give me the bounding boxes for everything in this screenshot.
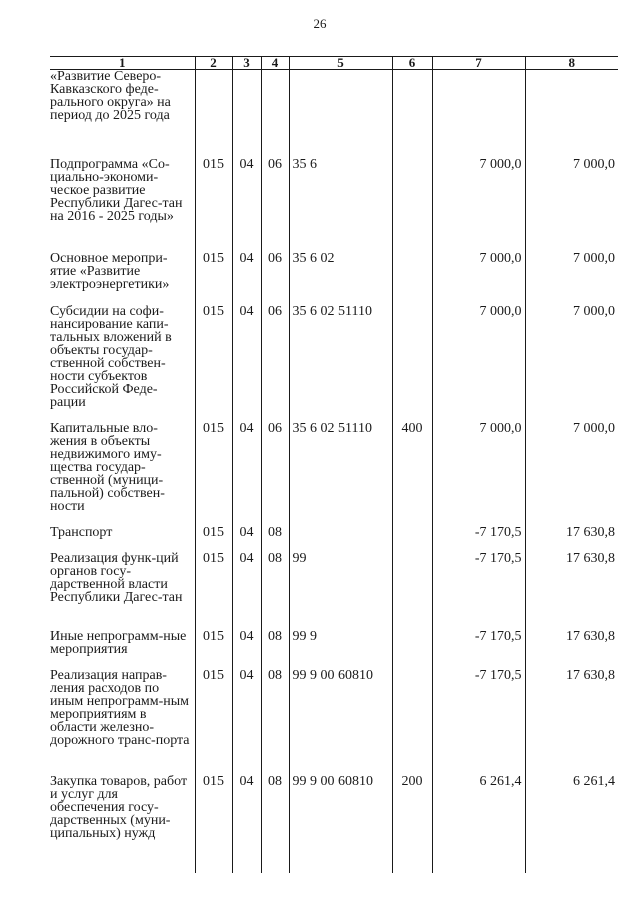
amount-total: 6 261,4 [525, 775, 618, 873]
expense-type-code [392, 305, 432, 422]
subsection-code: 06 [261, 305, 289, 422]
expense-type-code [392, 669, 432, 775]
table-header-row [50, 57, 618, 70]
subsection-code: 06 [261, 158, 289, 252]
expense-type-code [392, 630, 432, 669]
expense-type-code [392, 70, 432, 158]
column-header: 8 [525, 57, 618, 70]
section-code: 04 [232, 305, 261, 422]
subsection-code: 08 [261, 669, 289, 775]
expense-type-code: 400 [392, 422, 432, 526]
amount-change: -7 170,5 [432, 669, 525, 775]
section-code [232, 70, 261, 158]
ministry-code: 015 [195, 305, 232, 422]
section-code: 04 [232, 630, 261, 669]
target-article-code: 35 6 02 51110 [289, 305, 392, 422]
subsection-code: 08 [261, 775, 289, 873]
section-code: 04 [232, 526, 261, 552]
table-row [50, 775, 618, 873]
amount-total: 17 630,8 [525, 630, 618, 669]
target-article-code: 99 9 [289, 630, 392, 669]
amount-total [525, 70, 618, 158]
target-article-code: 35 6 02 [289, 252, 392, 305]
section-code: 04 [232, 552, 261, 630]
target-article-code: 99 9 00 60810 [289, 775, 392, 873]
expense-name: Реализация направ-ления расходов по иным непрограмм-ным мероприятиям в области железно-дорожного транс-порта [50, 667, 190, 748]
amount-total: 7 000,0 [525, 305, 618, 422]
amount-change: 6 261,4 [432, 775, 525, 873]
table-row [50, 422, 618, 526]
amount-change [432, 70, 525, 158]
page-number: 26 [313, 16, 327, 31]
amount-total: 7 000,0 [525, 158, 618, 252]
expense-type-code [392, 526, 432, 552]
expense-name: Подпрограмма «Со-циально-экономи-ческое развитие Республики Дагес-тан на 2016 - 2025 годы» [50, 156, 183, 224]
expense-type-code [392, 158, 432, 252]
amount-change: 7 000,0 [432, 422, 525, 526]
expense-type-code: 200 [392, 775, 432, 873]
expense-type-code [392, 552, 432, 630]
target-article-code [289, 70, 392, 158]
table-row [50, 158, 618, 252]
table-row [50, 252, 618, 305]
section-code: 04 [232, 422, 261, 526]
ministry-code: 015 [195, 775, 232, 873]
expense-name: Капитальные вло-жения в объекты недвижимого иму-щества государ-ственной (муници-пальной) собствен-ности [50, 420, 165, 514]
column-header: 2 [195, 57, 232, 70]
expense-name: Реализация функ-ций органов госу-дарственной власти Республики Дагес-тан [50, 550, 183, 605]
column-header: 5 [289, 57, 392, 70]
budget-table [50, 56, 618, 873]
subsection-code: 08 [261, 526, 289, 552]
expense-name: «Развитие Северо-Кавказского феде-рального округа» на период до 2025 года [50, 69, 171, 123]
column-header: 3 [232, 57, 261, 70]
expense-name: Основное меропри-ятие «Развитие электроэнергетики» [50, 250, 170, 292]
section-code: 04 [232, 775, 261, 873]
amount-change: 7 000,0 [432, 305, 525, 422]
ministry-code [195, 70, 232, 158]
amount-total: 17 630,8 [525, 552, 618, 630]
ministry-code: 015 [195, 630, 232, 669]
amount-total: 17 630,8 [525, 669, 618, 775]
expense-name: Субсидии на софи-нансирование капи-тальных вложений в объекты государ-ственной собствен-ности субъектов Российской Феде-рации [50, 303, 172, 410]
section-code: 04 [232, 252, 261, 305]
expense-name: Транспорт [50, 524, 113, 540]
subsection-code: 06 [261, 252, 289, 305]
section-code: 04 [232, 158, 261, 252]
amount-change: 7 000,0 [432, 158, 525, 252]
target-article-code [289, 526, 392, 552]
subsection-code [261, 70, 289, 158]
amount-total: 17 630,8 [525, 526, 618, 552]
budget-table-container [50, 56, 618, 848]
table-row [50, 70, 618, 158]
table-row [50, 552, 618, 630]
column-header: 7 [432, 57, 525, 70]
table-row [50, 305, 618, 422]
amount-change: -7 170,5 [432, 526, 525, 552]
table-row [50, 669, 618, 775]
expense-type-code [392, 252, 432, 305]
ministry-code: 015 [195, 158, 232, 252]
column-header: 6 [392, 57, 432, 70]
subsection-code: 06 [261, 422, 289, 526]
ministry-code: 015 [195, 252, 232, 305]
amount-change: -7 170,5 [432, 630, 525, 669]
amount-change: 7 000,0 [432, 252, 525, 305]
ministry-code: 015 [195, 669, 232, 775]
column-header: 1 [50, 57, 195, 70]
target-article-code: 99 [289, 552, 392, 630]
section-code: 04 [232, 669, 261, 775]
expense-name: Иные непрограмм-ные мероприятия [50, 628, 187, 657]
target-article-code: 35 6 [289, 158, 392, 252]
amount-total: 7 000,0 [525, 252, 618, 305]
table-row [50, 526, 618, 552]
subsection-code: 08 [261, 552, 289, 630]
amount-total: 7 000,0 [525, 422, 618, 526]
ministry-code: 015 [195, 526, 232, 552]
table-row [50, 630, 618, 669]
subsection-code: 08 [261, 630, 289, 669]
target-article-code: 35 6 02 51110 [289, 422, 392, 526]
column-header: 4 [261, 57, 289, 70]
target-article-code: 99 9 00 60810 [289, 669, 392, 775]
amount-change: -7 170,5 [432, 552, 525, 630]
ministry-code: 015 [195, 422, 232, 526]
expense-name: Закупка товаров, работ и услуг для обеспечения госу-дарственных (муни-ципальных) нужд [50, 773, 188, 841]
ministry-code: 015 [195, 552, 232, 630]
